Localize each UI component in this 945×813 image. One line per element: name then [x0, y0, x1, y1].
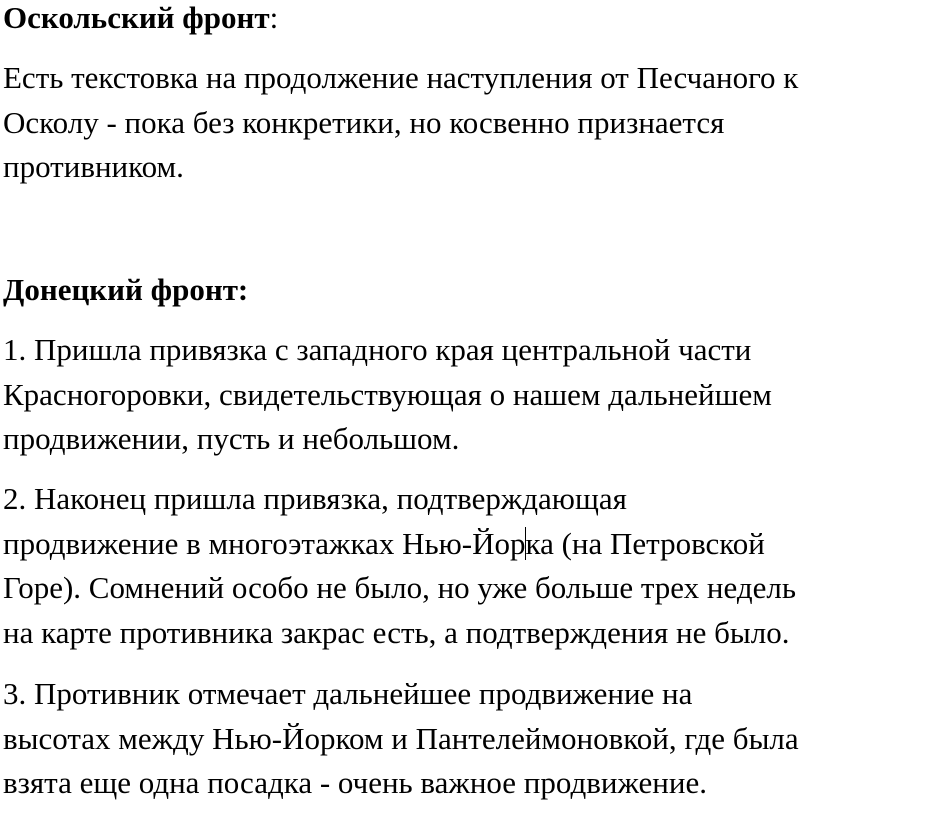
oskol-front-paragraph [3, 56, 798, 190]
text-before-cursor: продвижение в многоэтажках Нью-Йор [3, 525, 526, 561]
paragraph-line: высотах между Нью-Йорком и Пантелеймоновкой, где была [3, 720, 799, 756]
oskol-front-heading-colon: : [269, 0, 279, 35]
paragraph-line: на карте противника закрас есть, а подтверждения не было. [3, 614, 790, 650]
donetsk-front-heading [3, 268, 248, 312]
donetsk-item-1 [3, 328, 772, 462]
donetsk-front-heading-text: Донецкий фронт: [3, 272, 249, 307]
oskol-front-heading-text: Оскольский фронт [3, 0, 270, 35]
paragraph-line: Горе). Сомнений особо не было, но уже больше трех недель [3, 570, 796, 605]
donetsk-item-2 [3, 477, 796, 655]
paragraph-line: 3. Противник отмечает дальнейшее продвижение на [3, 676, 693, 711]
donetsk-item-3 [3, 672, 799, 806]
paragraph-line-with-cursor [3, 522, 796, 567]
paragraph-line: Есть текстовка на продолжение наступления от Песчаного к [3, 60, 799, 95]
paragraph-line: продвижении, пусть и небольшом. [3, 421, 460, 456]
text-after-cursor: ка (на Петровской [525, 525, 765, 561]
paragraph-line: 2. Наконец пришла привязка, подтверждающая [3, 481, 627, 516]
oskol-front-heading [3, 0, 278, 40]
paragraph-line: Осколу - пока без конкретики, но косвенно признается [3, 104, 725, 140]
paragraph-line: Красногоровки, свидетельствующая о нашем дальнейшем [3, 376, 772, 412]
paragraph-line: взята еще одна посадка - очень важное продвижение. [3, 765, 707, 800]
paragraph-line: противником. [3, 149, 184, 184]
paragraph-line: 1. Пришла привязка с западного края центральной части [3, 332, 752, 367]
